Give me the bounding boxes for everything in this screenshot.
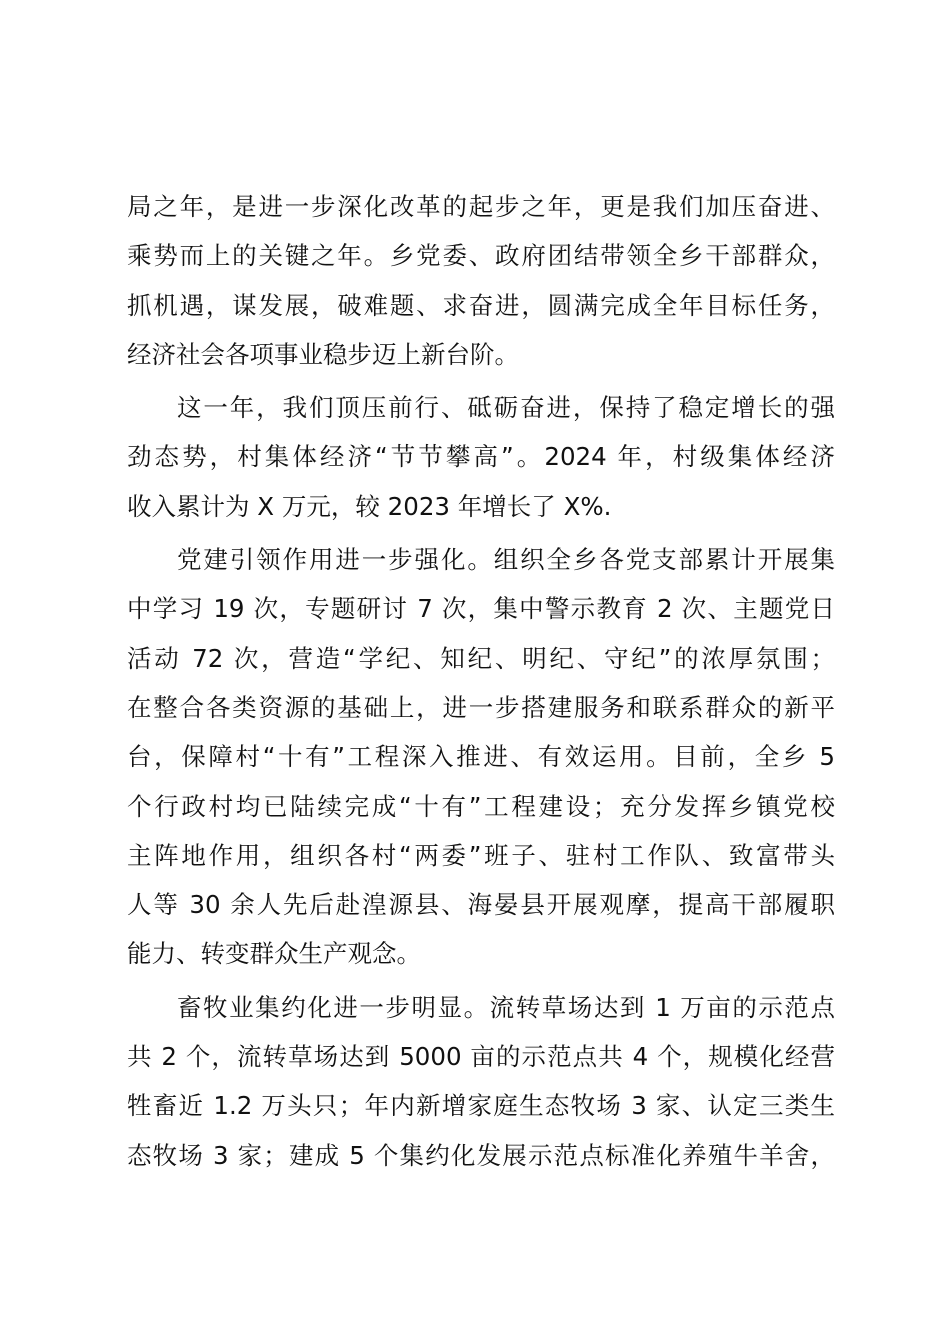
text-line: 主阵地作用，组织各村“两委”班子、驻村工作队、致富带头 <box>127 840 835 870</box>
paragraph-4 <box>127 983 835 1180</box>
document-body <box>127 182 835 1180</box>
text-line: 收入累计为 X 万元，较 2023 年增长了 X%. <box>127 491 612 521</box>
text-line: 局之年，是进一步深化改革的起步之年，更是我们加压奋进、 <box>127 192 835 221</box>
text-line: 中学习 19 次，专题研讨 7 次，集中警示教育 2 次、主题党日 <box>127 594 835 624</box>
text-line: 活动 72 次，营造“学纪、知纪、明纪、守纪”的浓厚氛围； <box>127 643 835 673</box>
paragraph-2 <box>127 383 835 531</box>
text-line: 劲态势，村集体经济“节节攀高”。2024 年，村级集体经济 <box>127 442 835 472</box>
text-line: 牲畜近 1.2 万头只；年内新增家庭生态牧场 3 家、认定三类生 <box>127 1091 835 1121</box>
text-line: 经济社会各项事业稳步迈上新台阶。 <box>127 339 519 369</box>
text-line: 共 2 个，流转草场达到 5000 亩的示范点共 4 个，规模化经营 <box>127 1042 835 1072</box>
text-line: 党建引领作用进一步强化。组织全乡各党支部累计开展集 <box>177 545 835 575</box>
text-line: 态牧场 3 家；建成 5 个集约化发展示范点标准化养殖牛羊舍， <box>127 1140 835 1170</box>
paragraph-3 <box>127 535 835 979</box>
text-line: 人等 30 余人先后赴湟源县、海晏县开展观摩，提高干部履职 <box>127 890 835 920</box>
text-line: 乘势而上的关键之年。乡党委、政府团结带领全乡干部群众， <box>127 241 835 271</box>
text-line: 能力、转变群众生产观念。 <box>127 939 421 969</box>
text-line: 在整合各类资源的基础上，进一步搭建服务和联系群众的新平 <box>127 692 835 722</box>
paragraph-1 <box>127 182 835 379</box>
text-line: 这一年，我们顶压前行、砥砺奋进，保持了稳定增长的强 <box>177 393 835 423</box>
text-line: 个行政村均已陆续完成“十有”工程建设；充分发挥乡镇党校 <box>127 791 835 821</box>
text-line: 抓机遇，谋发展，破难题、求奋进，圆满完成全年目标任务， <box>127 290 835 320</box>
text-line: 台，保障村“十有”工程深入推进、有效运用。目前，全乡 5 <box>127 742 835 772</box>
text-line: 畜牧业集约化进一步明显。流转草场达到 1 万亩的示范点 <box>177 992 835 1022</box>
